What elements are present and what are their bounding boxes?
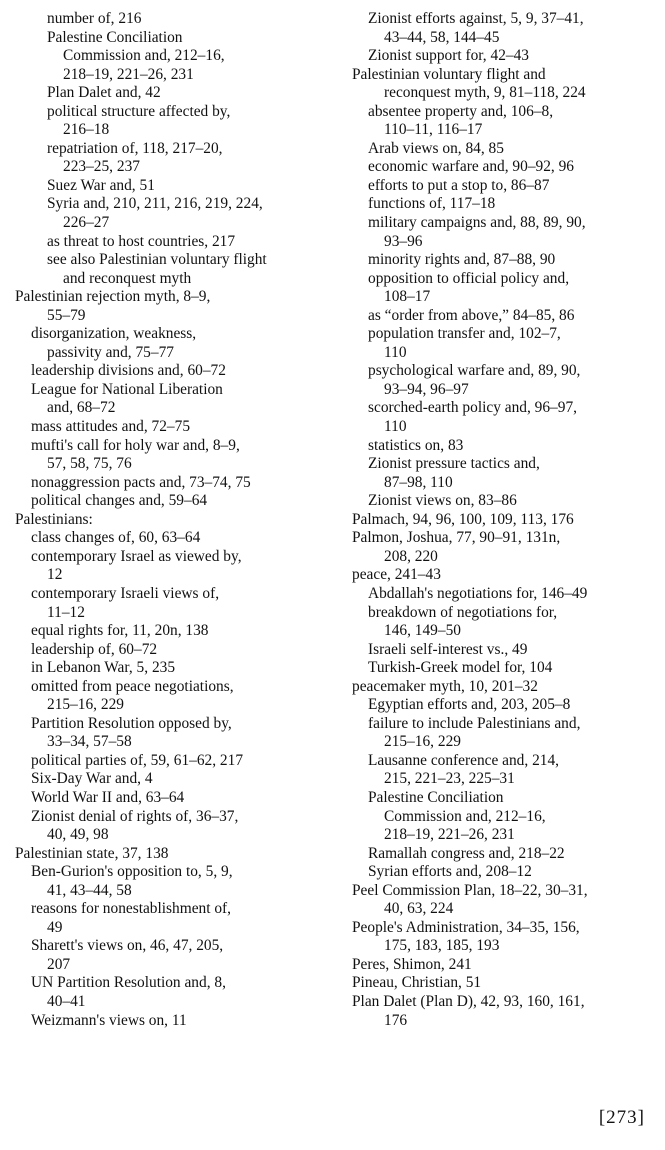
index-subentry: 40, 63, 224 bbox=[384, 900, 454, 918]
index-subentry: Israeli self-interest vs., 49 bbox=[368, 640, 528, 658]
index-subentry: omitted from peace negotiations, bbox=[31, 677, 234, 695]
index-subentry: 215–16, 229 bbox=[384, 733, 461, 751]
index-subentry: Zionist efforts against, 5, 9, 37–41, bbox=[368, 10, 584, 27]
index-subentry: UN Partition Resolution and, 8, bbox=[31, 974, 226, 992]
index-subentry: Sharett's views on, 46, 47, 205, bbox=[31, 937, 224, 955]
index-subentry: passivity and, 75–77 bbox=[47, 343, 174, 361]
index-subentry: 218–19, 221–26, 231 bbox=[63, 65, 194, 83]
index-subentry: disorganization, weakness, bbox=[31, 325, 197, 343]
index-subentry: economic warfare and, 90–92, 96 bbox=[368, 158, 574, 176]
index-entry: Palmon, Joshua, 77, 90–91, 131n, bbox=[352, 529, 561, 547]
index-subentry: psychological warfare and, 89, 90, bbox=[368, 362, 581, 380]
index-subentry: 93–96 bbox=[384, 232, 423, 250]
index-subentry: 175, 183, 185, 193 bbox=[384, 937, 500, 955]
index-subentry: and, 68–72 bbox=[47, 399, 116, 417]
index-subentry: Weizmann's views on, 11 bbox=[31, 1011, 187, 1029]
index-subentry: League for National Liberation bbox=[31, 380, 223, 398]
index-subentry: contemporary Israel as viewed by, bbox=[31, 547, 242, 565]
index-subentry: Zionist support for, 42–43 bbox=[368, 47, 529, 65]
index-subentry: 110–11, 116–17 bbox=[384, 121, 483, 139]
index-subentry: political structure affected by, bbox=[47, 102, 231, 120]
index-subentry: Palestine Conciliation bbox=[47, 28, 183, 46]
index-subentry: 146, 149–50 bbox=[384, 622, 461, 640]
index-subentry: Plan Dalet and, 42 bbox=[47, 84, 161, 102]
index-subentry: Lausanne conference and, 214, bbox=[368, 751, 560, 769]
index-subentry: Arab views on, 84, 85 bbox=[368, 139, 504, 157]
index-column-left bbox=[15, 10, 330, 1030]
index-subentry: Syria and, 210, 211, 216, 219, 224, bbox=[47, 195, 263, 213]
index-subentry: absentee property and, 106–8, bbox=[368, 102, 554, 120]
index-subentry: Partition Resolution opposed by, bbox=[31, 714, 232, 732]
index-subentry: mass attitudes and, 72–75 bbox=[31, 418, 191, 436]
index-subentry: efforts to put a stop to, 86–87 bbox=[368, 176, 550, 194]
index-subentry: 208, 220 bbox=[384, 547, 438, 565]
index-subentry: 176 bbox=[384, 1011, 408, 1029]
index-subentry: 215–16, 229 bbox=[47, 696, 124, 714]
index-subentry: failure to include Palestinians and, bbox=[368, 714, 581, 732]
index-entry: Plan Dalet (Plan D), 42, 93, 160, 161, bbox=[352, 992, 585, 1010]
index-subentry: leadership of, 60–72 bbox=[31, 640, 158, 658]
index-subentry: 110 bbox=[384, 343, 407, 361]
index-subentry: breakdown of negotiations for, bbox=[368, 603, 558, 621]
index-entry: peacemaker myth, 10, 201–32 bbox=[352, 677, 538, 695]
index-subentry: Zionist denial of rights of, 36–37, bbox=[31, 807, 239, 825]
index-subentry: see also Palestinian voluntary flight bbox=[47, 251, 267, 269]
index-subentry: as “order from above,” 84–85, 86 bbox=[368, 306, 575, 324]
index-subentry: 43–44, 58, 144–45 bbox=[384, 28, 500, 46]
index-subentry: 41, 43–44, 58 bbox=[47, 881, 132, 899]
index-subentry: mufti's call for holy war and, 8–9, bbox=[31, 436, 240, 454]
index-subentry: Abdallah's negotiations for, 146–49 bbox=[368, 584, 588, 602]
index-subentry: minority rights and, 87–88, 90 bbox=[368, 251, 556, 269]
index-subentry: Six-Day War and, 4 bbox=[31, 770, 153, 788]
index-subentry: 215, 221–23, 225–31 bbox=[384, 770, 515, 788]
index-subentry: Zionist pressure tactics and, bbox=[368, 455, 540, 473]
index-subentry: Commission and, 212–16, bbox=[384, 807, 546, 825]
index-subentry: 93–94, 96–97 bbox=[384, 380, 469, 398]
index-subentry: Ramallah congress and, 218–22 bbox=[368, 844, 565, 862]
index-subentry: leadership divisions and, 60–72 bbox=[31, 362, 226, 380]
index-subentry: Egyptian efforts and, 203, 205–8 bbox=[368, 696, 571, 714]
index-subentry: Ben-Gurion's opposition to, 5, 9, bbox=[31, 863, 233, 881]
index-subentry: 223–25, 237 bbox=[63, 158, 140, 176]
index-subentry: Palestine Conciliation bbox=[368, 788, 504, 806]
index-column-right bbox=[352, 10, 652, 1030]
index-subentry: 11–12 bbox=[47, 603, 85, 621]
index-subentry: 218–19, 221–26, 231 bbox=[384, 826, 515, 844]
index-subentry: class changes of, 60, 63–64 bbox=[31, 529, 201, 547]
index-subentry: nonaggression pacts and, 73–74, 75 bbox=[31, 473, 251, 491]
index-subentry: Syrian efforts and, 208–12 bbox=[368, 863, 532, 881]
index-entry: Palestinian voluntary flight and bbox=[352, 65, 546, 83]
index-subentry: political parties of, 59, 61–62, 217 bbox=[31, 751, 244, 769]
index-subentry: equal rights for, 11, 20n, 138 bbox=[31, 622, 209, 640]
index-subentry: Turkish-Greek model for, 104 bbox=[368, 659, 553, 677]
index-subentry: as threat to host countries, 217 bbox=[47, 232, 236, 250]
index-subentry: scorched-earth policy and, 96–97, bbox=[368, 399, 577, 417]
index-subentry: and reconquest myth bbox=[63, 269, 192, 287]
index-subentry: statistics on, 83 bbox=[368, 436, 464, 454]
index-entry: Pineau, Christian, 51 bbox=[352, 974, 482, 992]
index-subentry: 226–27 bbox=[63, 214, 110, 232]
index-subentry: functions of, 117–18 bbox=[368, 195, 496, 213]
index-subentry: 110 bbox=[384, 418, 407, 436]
index-subentry: number of, 216 bbox=[47, 10, 142, 27]
index-subentry: in Lebanon War, 5, 235 bbox=[31, 659, 176, 677]
index-entry: Palestinians: bbox=[15, 510, 93, 528]
index-subentry: political changes and, 59–64 bbox=[31, 492, 208, 510]
index-subentry: military campaigns and, 88, 89, 90, bbox=[368, 214, 586, 232]
index-subentry: 207 bbox=[47, 955, 71, 973]
index-subentry: 33–34, 57–58 bbox=[47, 733, 132, 751]
index-subentry: 108–17 bbox=[384, 288, 431, 306]
index-subentry: repatriation of, 118, 217–20, bbox=[47, 139, 223, 157]
index-subentry: 40, 49, 98 bbox=[47, 826, 109, 844]
index-subentry: contemporary Israeli views of, bbox=[31, 584, 220, 602]
index-subentry: 49 bbox=[47, 918, 63, 936]
page-number: [273] bbox=[598, 1107, 645, 1128]
index-subentry: reconquest myth, 9, 81–118, 224 bbox=[384, 84, 586, 102]
index-entry: peace, 241–43 bbox=[352, 566, 441, 584]
index-subentry: Suez War and, 51 bbox=[47, 176, 155, 194]
index-subentry: population transfer and, 102–7, bbox=[368, 325, 561, 343]
index-entry: Peres, Shimon, 241 bbox=[352, 955, 472, 973]
index-entry: Palmach, 94, 96, 100, 109, 113, 176 bbox=[352, 510, 574, 528]
index-entry: Peel Commission Plan, 18–22, 30–31, bbox=[352, 881, 588, 899]
index-subentry: World War II and, 63–64 bbox=[31, 788, 185, 806]
index-entry: Palestinian rejection myth, 8–9, bbox=[15, 288, 211, 306]
index-entry: Palestinian state, 37, 138 bbox=[15, 844, 169, 862]
index-subentry: Commission and, 212–16, bbox=[63, 47, 225, 65]
index-entry: People's Administration, 34–35, 156, bbox=[352, 918, 580, 936]
index-subentry: Zionist views on, 83–86 bbox=[368, 492, 517, 510]
index-subentry: 40–41 bbox=[47, 992, 86, 1010]
index-subentry: 216–18 bbox=[63, 121, 110, 139]
index-subentry: reasons for nonestablishment of, bbox=[31, 900, 232, 918]
index-subentry: opposition to official policy and, bbox=[368, 269, 570, 287]
index-subentry: 87–98, 110 bbox=[384, 473, 453, 491]
index-subentry: 55–79 bbox=[47, 306, 86, 324]
index-subentry: 57, 58, 75, 76 bbox=[47, 455, 132, 473]
index-subentry: 12 bbox=[47, 566, 63, 584]
